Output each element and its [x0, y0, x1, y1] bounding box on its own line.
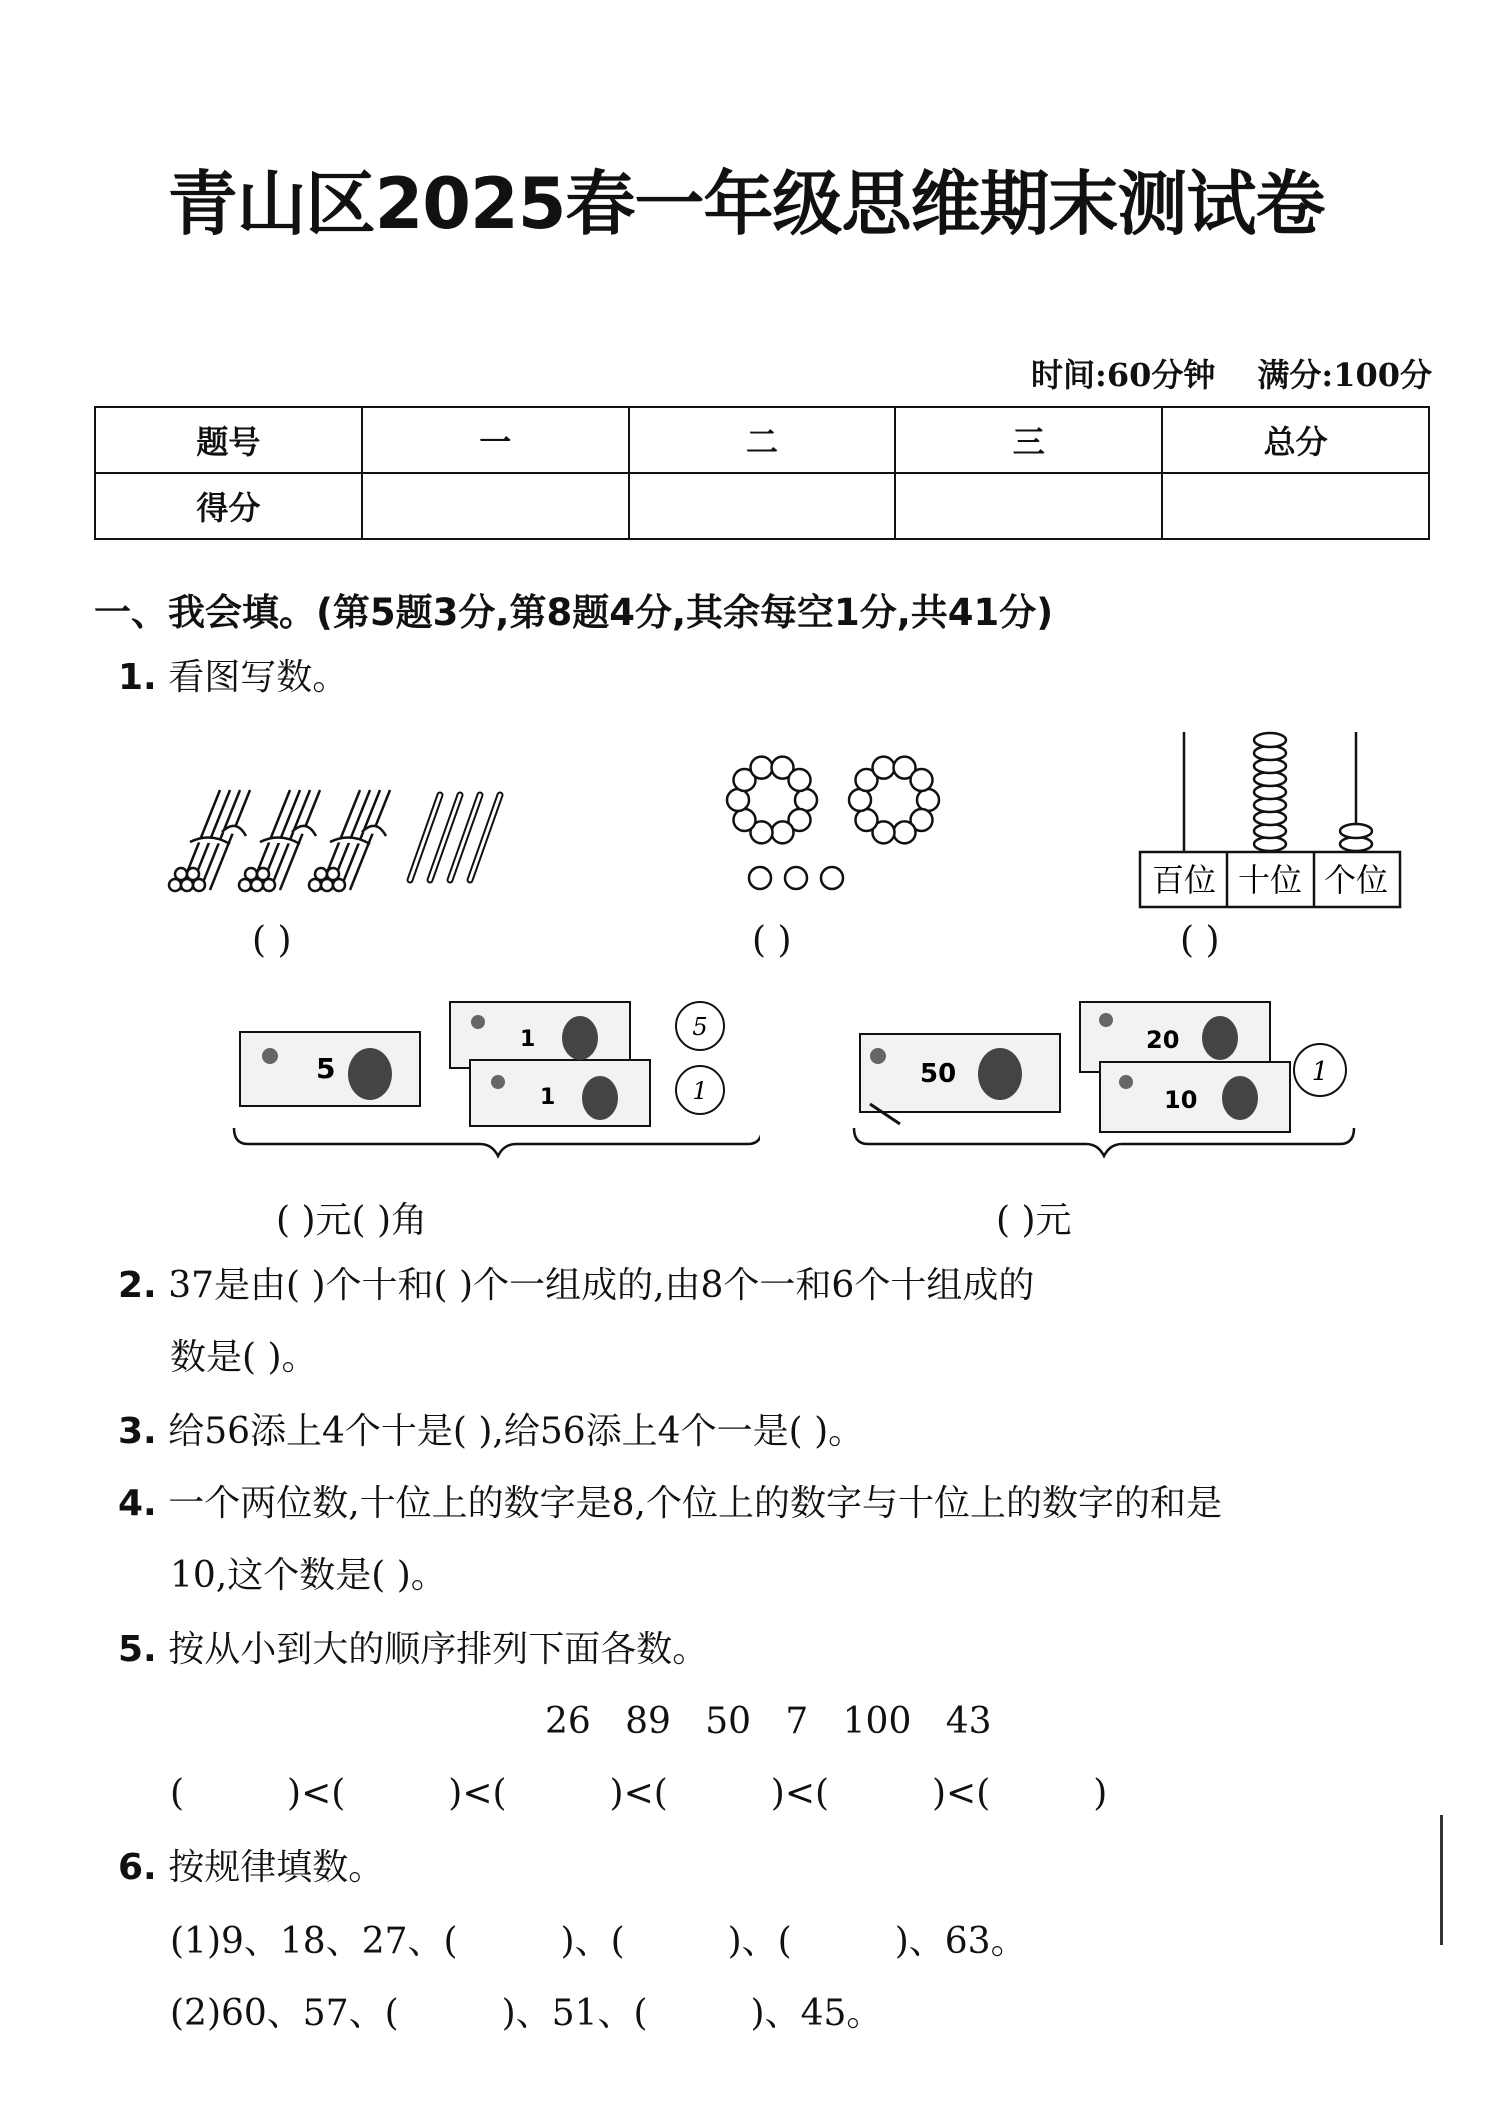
- question-number: 6.: [118, 1847, 157, 1888]
- header-cell: 总分: [1162, 407, 1429, 473]
- ring-circle: [855, 809, 877, 831]
- note-value: 50: [920, 1059, 957, 1089]
- time-limit: 时间:60分钟: [1031, 356, 1216, 394]
- banknote: [470, 1060, 650, 1126]
- coin-value: 5: [692, 1013, 708, 1041]
- note-value: 1: [540, 1085, 556, 1110]
- question-3: [118, 1411, 865, 1452]
- money-group-right: [850, 990, 1370, 1170]
- score-table-score-row: [95, 473, 1429, 539]
- header-cell: 二: [629, 407, 896, 473]
- single-circles: [749, 867, 843, 889]
- coin-value: 1: [692, 1077, 708, 1105]
- abacus-bead: [1340, 824, 1372, 838]
- question-text: 一个两位数,十位上的数字是8,个位上的数字与十位上的数字的和是: [168, 1483, 1222, 1524]
- question-text: 按从小到大的顺序排列下面各数。: [168, 1629, 709, 1670]
- question-4: [118, 1483, 1222, 1524]
- answer-blank-abacus[interactable]: ( ): [1180, 920, 1220, 961]
- abacus-image: [1130, 720, 1420, 910]
- stick-bundle: [169, 790, 390, 891]
- ring-circle: [789, 769, 811, 791]
- answer-blank-circles[interactable]: ( ): [752, 920, 792, 961]
- ring-circle: [795, 789, 817, 811]
- page-title: 青山区2025春一年级思维期末测试卷: [167, 163, 1325, 245]
- stick-bundles-image: [160, 770, 530, 910]
- score-table: [94, 406, 1430, 540]
- beads-ones: [1340, 824, 1372, 851]
- banknote: [450, 1002, 630, 1068]
- beads-tens: [1254, 733, 1286, 851]
- ring-circle: [772, 821, 794, 843]
- brace: [234, 1128, 760, 1156]
- score-entry-cell[interactable]: [629, 473, 896, 539]
- note-value: 5: [316, 1052, 336, 1085]
- score-entry-cell[interactable]: [362, 473, 629, 539]
- abacus-label-ones: 个位: [1323, 861, 1389, 899]
- ring-circle: [750, 757, 772, 779]
- question-text: 给56添上4个十是( ),给56添上4个一是( )。: [168, 1411, 865, 1452]
- question-number: 1.: [118, 657, 157, 698]
- answer-blank-money-left[interactable]: ( )元( )角: [276, 1200, 428, 1241]
- pattern-sequence-1[interactable]: (1)9、18、27、( )、( )、( )、63。: [170, 1921, 1027, 1962]
- ring-circle: [849, 789, 871, 811]
- note-value: 20: [1146, 1026, 1180, 1054]
- ring-of-ten: [849, 757, 939, 844]
- question-5: [118, 1629, 709, 1670]
- answer-blank-sticks[interactable]: ( ): [252, 920, 292, 961]
- numbers-to-sort: 26 89 50 7 100 43: [545, 1701, 992, 1742]
- header-cell: 题号: [95, 407, 362, 473]
- question-2: [118, 1265, 1035, 1306]
- score-entry-cell[interactable]: [895, 473, 1162, 539]
- scan-edge-line: [1440, 1815, 1443, 1945]
- abacus-bead: [1254, 733, 1286, 747]
- ring-circle: [872, 757, 894, 779]
- question-1: [118, 657, 349, 698]
- full-score: 满分:100分: [1257, 356, 1432, 394]
- header-cell: 三: [895, 407, 1162, 473]
- money-group-left: [230, 990, 760, 1170]
- question-4-continued: 10,这个数是( )。: [170, 1555, 447, 1596]
- ring-of-ten: [727, 757, 817, 844]
- question-2-continued: 数是( )。: [170, 1337, 318, 1378]
- score-entry-cell[interactable]: [1162, 473, 1429, 539]
- ring-circle: [733, 809, 755, 831]
- section-heading: 一、我会填。(第5题3分,第8题4分,其余每空1分,共41分): [94, 591, 1054, 634]
- ring-circle: [911, 769, 933, 791]
- ring-circle: [917, 789, 939, 811]
- row-label-cell: 得分: [95, 473, 362, 539]
- circle-groups-image: [720, 750, 970, 900]
- note-value: 1: [520, 1027, 536, 1052]
- question-number: 3.: [118, 1411, 157, 1452]
- score-table-header-row: [95, 407, 1429, 473]
- question-text: 看图写数。: [168, 657, 349, 698]
- answer-blank-money-right[interactable]: ( )元: [996, 1200, 1072, 1241]
- header-cell: 一: [362, 407, 629, 473]
- ring-circle: [727, 789, 749, 811]
- pattern-sequence-2[interactable]: (2)60、57、( )、51、( )、45。: [170, 1993, 883, 2034]
- note-value: 10: [1164, 1086, 1198, 1114]
- banknote: [860, 1034, 1060, 1112]
- question-number: 4.: [118, 1483, 157, 1524]
- question-6: [118, 1847, 385, 1888]
- ring-circle: [894, 821, 916, 843]
- exam-meta: [1031, 350, 1432, 396]
- coin-value: 1: [1311, 1057, 1329, 1087]
- abacus-label-hundreds: 百位: [1151, 861, 1217, 899]
- question-number: 5.: [118, 1629, 157, 1670]
- question-number: 2.: [118, 1265, 157, 1306]
- abacus-label-tens: 十位: [1237, 861, 1303, 899]
- question-text: 37是由( )个十和( )个一组成的,由8个一和6个十组成的: [168, 1265, 1035, 1306]
- question-text: 按规律填数。: [168, 1847, 385, 1888]
- sort-answer-line[interactable]: ( )<( )<( )<( )<( )<( ): [170, 1773, 1108, 1814]
